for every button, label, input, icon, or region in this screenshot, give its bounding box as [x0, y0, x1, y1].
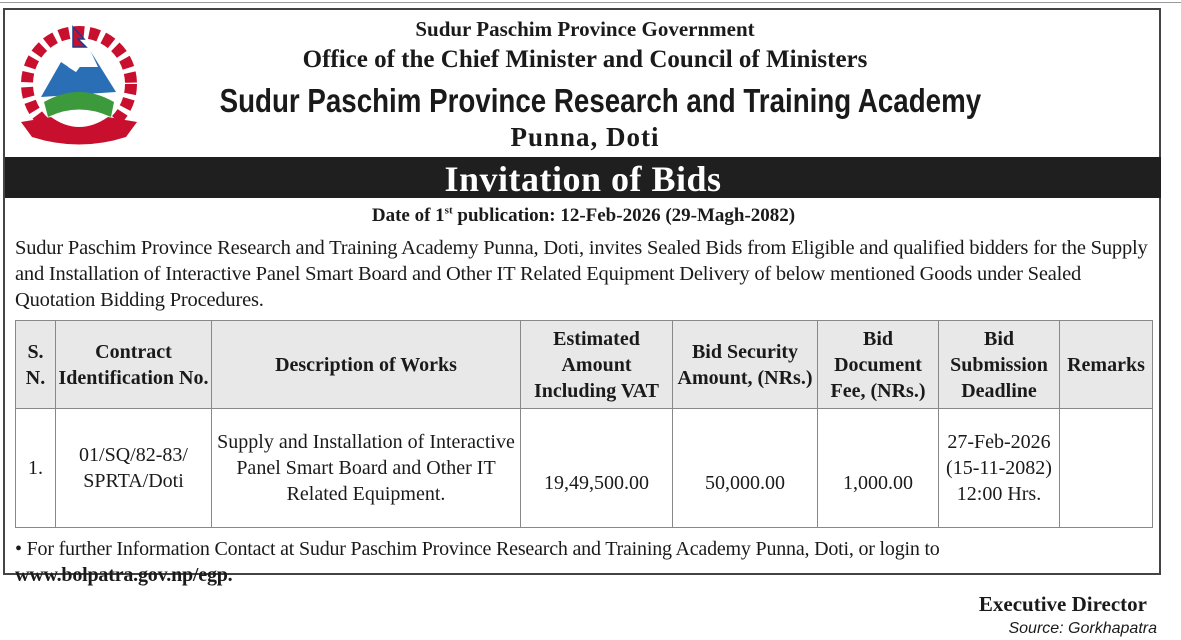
header-document-fee: Bid Document Fee, (NRs.) [818, 321, 939, 409]
cell-document-fee: 1,000.00 [818, 409, 939, 528]
header-contract-id: Contract Identification No. [56, 321, 212, 409]
publication-date: Date of 1st publication: 12-Feb-2026 (29-Magh-2082) [371, 204, 796, 226]
top-rule [0, 2, 1181, 3]
cell-deadline: 27-Feb-2026 (15-11-2082) 12:00 Hrs. [939, 409, 1060, 528]
cell-estimated-amount: 19,49,500.00 [521, 409, 673, 528]
cell-contract-id: 01/SQ/82-83/ SPRTA/Doti [56, 409, 212, 528]
government-emblem-icon [16, 22, 142, 146]
header-bid-security: Bid Security Amount, (NRs.) [673, 321, 818, 409]
signatory: Executive Director [978, 592, 1147, 616]
notice-body [15, 203, 1157, 640]
header-description: Description of Works [212, 321, 521, 409]
office-name: Office of the Chief Minister and Council of Ministers [302, 46, 868, 73]
cell-sn: 1. [16, 409, 56, 528]
academy-name: Sudur Paschim Province Research and Training Academy [219, 82, 982, 119]
province-government: Sudur Paschim Province Government [415, 17, 755, 41]
header-estimated-amount: Estimated Amount Including VAT [521, 321, 673, 409]
header-deadline: Bid Submission Deadline [939, 321, 1060, 409]
cell-bid-security: 50,000.00 [673, 409, 818, 528]
contact-note: • For further Information Contact at Sudur Paschim Province Research and Training Academy Punna, Doti, or login to www.bolpatra.gov.np/egp. [15, 538, 940, 586]
cell-remarks [1060, 409, 1153, 528]
cell-description: Supply and Installation of Interactive Panel Smart Board and Other IT Related Equipment. [212, 409, 521, 528]
bolpatra-link[interactable]: www.bolpatra.gov.np/egp. [15, 564, 233, 586]
header-sn: S. N. [16, 321, 56, 409]
location: Punna, Doti [510, 122, 660, 152]
intro-paragraph: Sudur Paschim Province Research and Training Academy Punna, Doti, invites Sealed Bids from Eligible and qualified bidders for the Supply and Installation of Interactive Panel Smart Board and Other IT Related Equipment Delivery of below mentioned Goods under Sealed Quotation Bidding Procedures. [15, 237, 1148, 311]
bid-table [15, 320, 1153, 528]
table-row [16, 409, 1153, 528]
header-remarks: Remarks [1060, 321, 1153, 409]
table-header-row [16, 321, 1153, 409]
notice-title: Invitation of Bids [5, 157, 1161, 198]
source-credit: Source: Gorkhapatra [1008, 620, 1157, 637]
